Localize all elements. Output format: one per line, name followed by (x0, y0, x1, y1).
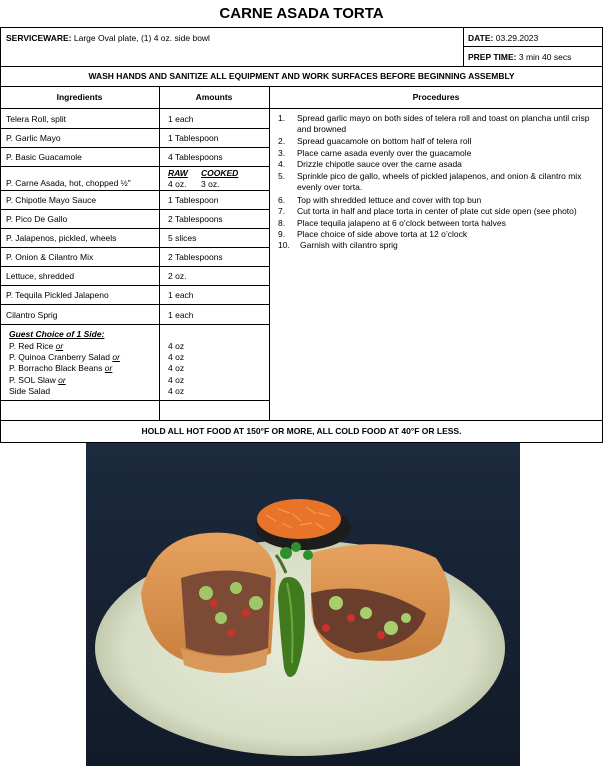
row-divider (0, 304, 270, 305)
side-item (9, 363, 112, 373)
step-number: 4. (278, 159, 286, 169)
date-label: DATE: (468, 33, 494, 43)
ingredient-amount: 1 each (168, 310, 194, 320)
divider (269, 86, 270, 420)
step-text: Sprinkle pico de gallo, wheels of pickled jalapenos, and onion & cilantro mix evenly over torta. (297, 171, 582, 192)
row-divider (0, 400, 270, 401)
ingredient-name: P. Basic Guacamole (6, 152, 82, 162)
amounts-header: Amounts (195, 92, 233, 102)
divider (0, 86, 603, 87)
side-item (9, 386, 50, 396)
step-number: 2. (278, 136, 286, 146)
step-number: 10. (278, 240, 290, 250)
side-item (9, 352, 120, 362)
divider (159, 86, 160, 420)
or-word: or (58, 375, 66, 385)
recipe-title: CARNE ASADA TORTA (219, 5, 384, 22)
ingredient-name: Lettuce, shredded (6, 271, 75, 281)
step-text: Drizzle chipotle sauce over the carne asada (297, 159, 462, 169)
or-word: or (55, 341, 64, 351)
ingredient-name: P. Garlic Mayo (6, 133, 61, 143)
sides-heading: Guest Choice of 1 Side: (9, 329, 105, 339)
row-divider (0, 324, 270, 325)
step-text: Garnish with cilantro sprig (300, 240, 398, 250)
step-number: 7. (278, 206, 286, 216)
or-word: or (112, 352, 120, 362)
ingredient-amount: 1 each (168, 290, 194, 300)
side-amount: 4 oz (168, 363, 185, 373)
raw-label: RAW (168, 168, 188, 178)
divider (0, 420, 603, 421)
row-divider (0, 247, 270, 248)
row-divider (0, 147, 270, 148)
raw-amount: 4 oz. (168, 179, 187, 189)
prep-time-value: 3 min 40 secs (518, 52, 572, 62)
side-name: P. Quinoa Cranberry Salad (9, 352, 110, 362)
cooked-label: COOKED (201, 168, 239, 178)
step-number: 1. (278, 113, 286, 123)
step-text: Place tequila jalapeno at 6 o’clock between torta halves (297, 218, 506, 228)
side-item (9, 341, 63, 351)
ingredient-amount: 2 Tablespoons (168, 252, 223, 262)
ingredient-name: P. Chipotle Mayo Sauce (6, 195, 97, 205)
divider (463, 27, 464, 66)
step-text: Spread garlic mayo on both sides of telera roll and toast on plancha until crisp and browned (297, 113, 590, 134)
step-number: 8. (278, 218, 286, 228)
procedures-header: Procedures (412, 92, 460, 102)
side-name: P. Red Rice (9, 341, 54, 351)
serviceware (6, 33, 210, 43)
plated-torta-photo (86, 443, 520, 766)
ingredients-header: Ingredients (56, 92, 103, 102)
ingredient-name: P. Tequila Pickled Jalapeno (6, 290, 109, 300)
prep-time-label: PREP TIME: (468, 52, 517, 62)
serviceware-value: Large Oval plate, (1) 4 oz. side bowl (73, 33, 210, 43)
step-number: 3. (278, 148, 286, 158)
ingredient-name: P. Pico De Gallo (6, 214, 68, 224)
ingredient-amount: 5 slices (168, 233, 197, 243)
ingredient-name: Cilantro Sprig (6, 310, 58, 320)
step-text: Top with shredded lettuce and cover with top bun (297, 195, 482, 205)
date-value: 03.29.2023 (495, 33, 539, 43)
row-divider (0, 209, 270, 210)
row-divider (0, 266, 270, 267)
step-number: 9. (278, 229, 286, 239)
cooked-amount: 3 oz. (201, 179, 220, 189)
side-amount: 4 oz (168, 386, 185, 396)
row-divider (0, 228, 270, 229)
row-divider (0, 190, 270, 191)
ingredient-name: P. Onion & Cilantro Mix (6, 252, 94, 262)
row-divider (0, 166, 270, 167)
step-number: 6. (278, 195, 286, 205)
side-name: P. Borracho Black Beans (9, 363, 103, 373)
ingredient-amount: 2 oz. (168, 271, 187, 281)
step-text: Place choice of side above torta at 12 o’clock (297, 229, 468, 239)
divider (0, 66, 603, 67)
ingredient-name: P. Jalapenos, pickled, wheels (6, 233, 117, 243)
step-text: Spread guacamole on bottom half of telera roll (297, 136, 472, 146)
serviceware-label: SERVICEWARE: (6, 33, 72, 43)
side-item (9, 375, 66, 385)
side-amount: 4 oz (168, 352, 185, 362)
divider (0, 108, 603, 109)
ingredient-amount: 4 Tablespoons (168, 152, 223, 162)
ingredient-amount: 2 Tablespoons (168, 214, 223, 224)
or-word: or (104, 363, 113, 373)
step-number: 5. (278, 171, 286, 181)
safety-banner: WASH HANDS AND SANITIZE ALL EQUIPMENT AND WORK SURFACES BEFORE BEGINNING ASSEMBLY (88, 71, 515, 81)
step-text: Cut torta in half and place torta in center of plate cut side open (see photo) (297, 206, 577, 216)
step-text: Place carne asada evenly over the guacamole (297, 148, 472, 158)
prep-time (468, 52, 571, 62)
side-amount: 4 oz (168, 341, 185, 351)
ingredient-amount: 1 Tablespoon (168, 133, 219, 143)
divider (0, 27, 603, 28)
ingredient-amount: 1 Tablespoon (168, 195, 219, 205)
procedure-step (278, 113, 596, 134)
temperature-banner: HOLD ALL HOT FOOD AT 150°F OR MORE, ALL COLD FOOD AT 40°F OR LESS. (141, 426, 462, 436)
ingredient-name: Telera Roll, split (6, 114, 66, 124)
row-divider (0, 285, 270, 286)
divider (0, 27, 1, 443)
divider (463, 46, 603, 47)
side-amount: 4 oz (168, 375, 185, 385)
row-divider (0, 128, 270, 129)
ingredient-name: P. Carne Asada, hot, chopped ½" (6, 178, 131, 188)
date (468, 33, 538, 43)
side-name: Side Salad (9, 386, 51, 396)
ingredient-amount: 1 each (168, 114, 194, 124)
side-name: P. SOL Slaw (9, 375, 56, 385)
